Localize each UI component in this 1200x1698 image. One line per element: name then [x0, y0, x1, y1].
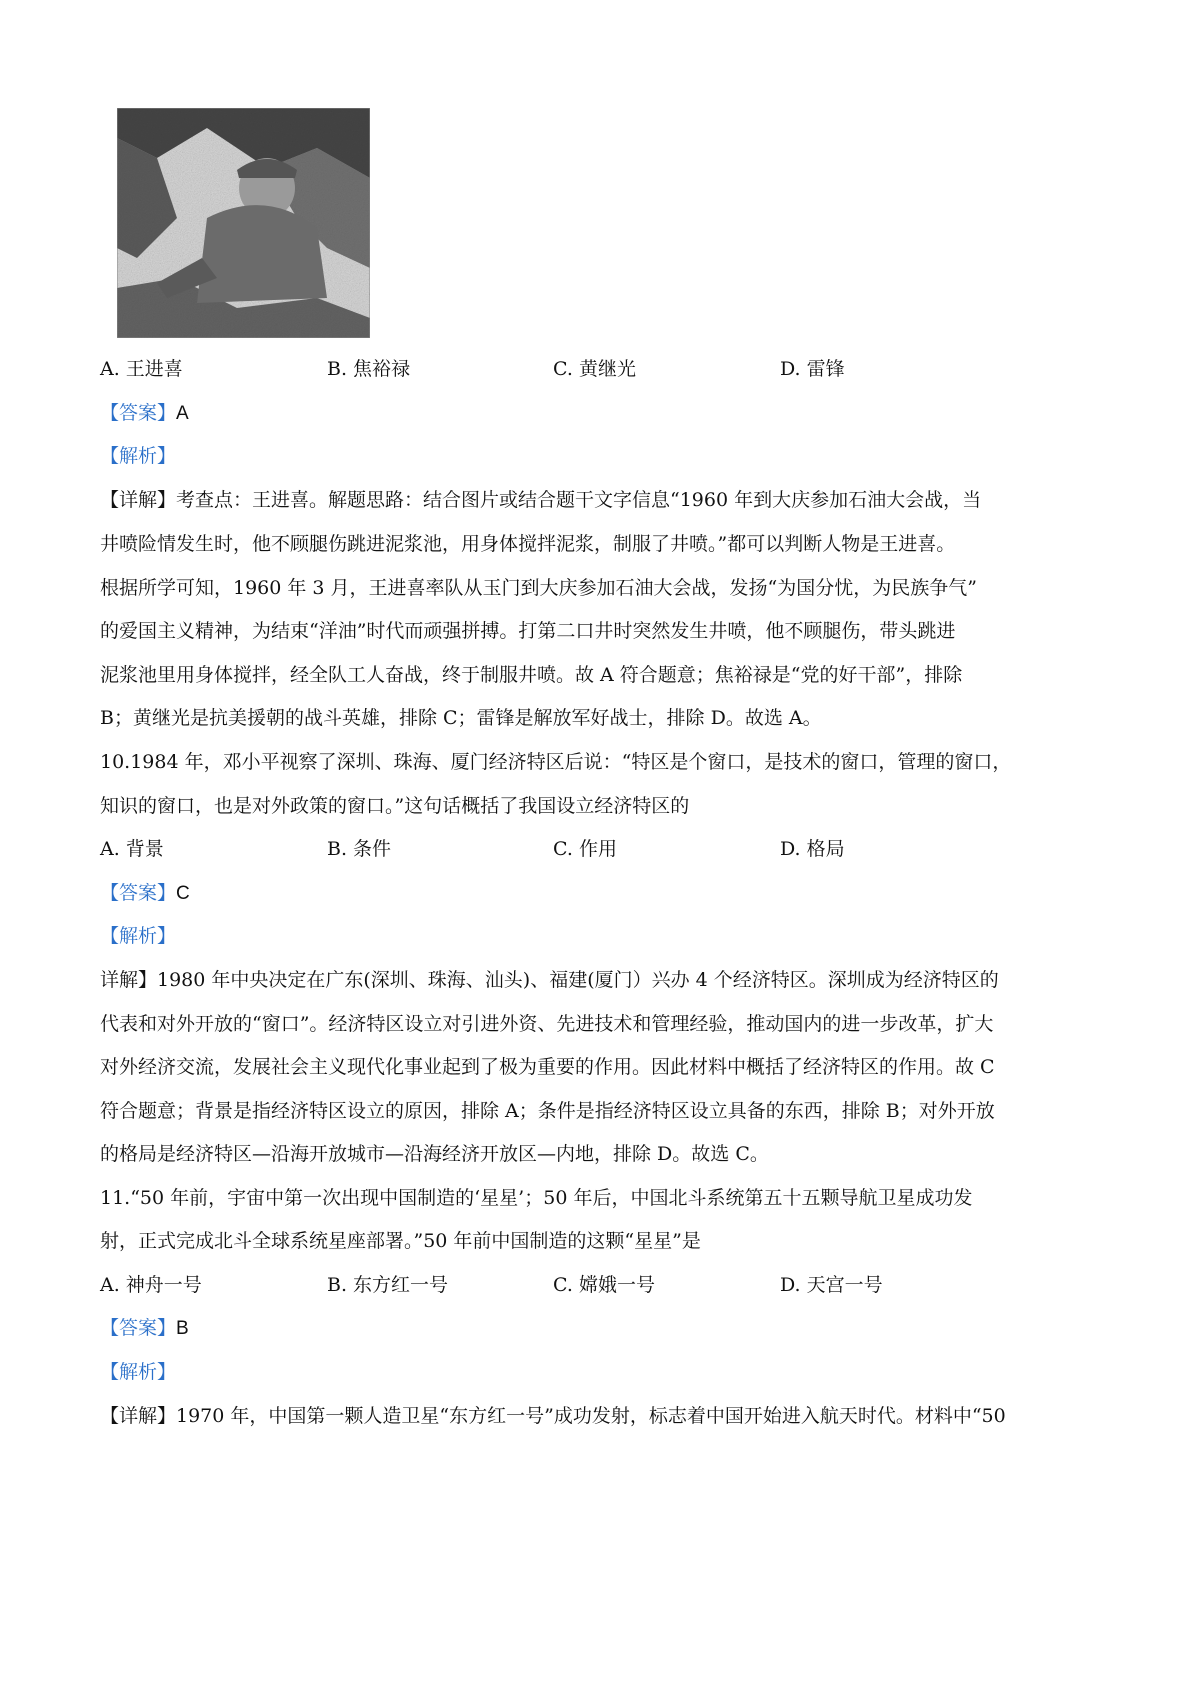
detail-line: 井喷险情发生时，他不顾腿伤跳进泥浆池，用身体搅拌泥浆，制服了井喷。”都可以判断人物是王进喜。 [100, 533, 956, 555]
answer-line [100, 881, 190, 906]
option-a: A. 背景 [100, 838, 164, 860]
detail-line: 符合题意；背景是指经济特区设立的原因，排除 A；条件是指经济特区设立具备的东西，排除 B；对外开放 [100, 1100, 995, 1122]
option-c: C. 黄继光 [553, 358, 636, 380]
analysis-tag: 【解析】 [100, 925, 177, 947]
detail-line: 详解】1980 年中央决定在广东(深圳、珠海、汕头)、福建(厦门）兴办 4 个经济特区。深圳成为经济特区的 [100, 969, 999, 991]
answer-line [100, 1316, 189, 1341]
detail-line: 代表和对外开放的“窗口”。经济特区设立对引进外资、先进技术和管理经验，推动国内的进一步改革，扩大 [100, 1013, 994, 1035]
option-a: A. 神舟一号 [100, 1274, 202, 1296]
answer-tag: 【答案】 [100, 402, 177, 424]
detail-line: 泥浆池里用身体搅拌，经全队工人奋战，终于制服井喷。故 A 符合题意；焦裕禄是“党的好干部”，排除 [100, 664, 963, 686]
question-text: 10.1984 年，邓小平视察了深圳、珠海、厦门经济特区后说：“特区是个窗口，是技术的窗口，管理的窗口， [100, 751, 1012, 773]
answer-tag: 【答案】 [100, 882, 177, 904]
detail-line: B；黄继光是抗美援朝的战斗英雄，排除 C；雷锋是解放军好战士，排除 D。故选 A。 [100, 707, 822, 729]
detail-line: 【详解】考查点：王进喜。解题思路：结合图片或结合题干文字信息“1960 年到大庆参加石油大会战，当 [100, 489, 982, 511]
question-text: 射，正式完成北斗全球系统星座部署。”50 年前中国制造的这颗“星星”是 [100, 1230, 701, 1252]
analysis-tag: 【解析】 [100, 445, 177, 467]
answer-value: A [176, 403, 189, 424]
option-a: A. 王进喜 [100, 358, 183, 380]
answer-value: C [176, 883, 190, 904]
detail-line: 对外经济交流，发展社会主义现代化事业起到了极为重要的作用。因此材料中概括了经济特区的作用。故 C [100, 1056, 995, 1078]
option-b: B. 焦裕禄 [327, 358, 411, 380]
answer-tag: 【答案】 [100, 1317, 177, 1339]
detail-line: 的爱国主义精神，为结束“洋油”时代而顽强拼搏。打第二口井时突然发生井喷，他不顾腿伤，带头跳进 [100, 620, 956, 642]
option-b: B. 条件 [327, 838, 392, 860]
option-d: D. 雷锋 [780, 358, 845, 380]
answer-line [100, 401, 189, 426]
option-b: B. 东方红一号 [327, 1274, 449, 1296]
option-d: D. 天宫一号 [780, 1274, 883, 1296]
option-d: D. 格局 [780, 838, 845, 860]
question-photo [117, 108, 370, 338]
question-text: 知识的窗口，也是对外政策的窗口。”这句话概括了我国设立经济特区的 [100, 795, 690, 817]
detail-line: 【详解】1970 年，中国第一颗人造卫星“东方红一号”成功发射，标志着中国开始进入航天时代。材料中“50 [100, 1405, 1006, 1427]
analysis-tag: 【解析】 [100, 1361, 177, 1383]
option-c: C. 作用 [553, 838, 617, 860]
question-text: 11.“50 年前，宇宙中第一次出现中国制造的‘星星’；50 年后，中国北斗系统第五十五颗导航卫星成功发 [100, 1187, 973, 1209]
detail-line: 的格局是经济特区—沿海开放城市—沿海经济开放区—内地，排除 D。故选 C。 [100, 1143, 769, 1165]
answer-value: B [176, 1318, 189, 1339]
option-c: C. 嫦娥一号 [553, 1274, 655, 1296]
detail-line: 根据所学可知，1960 年 3 月，王进喜率队从玉门到大庆参加石油大会战，发扬“为国分忧，为民族争气” [100, 577, 977, 599]
